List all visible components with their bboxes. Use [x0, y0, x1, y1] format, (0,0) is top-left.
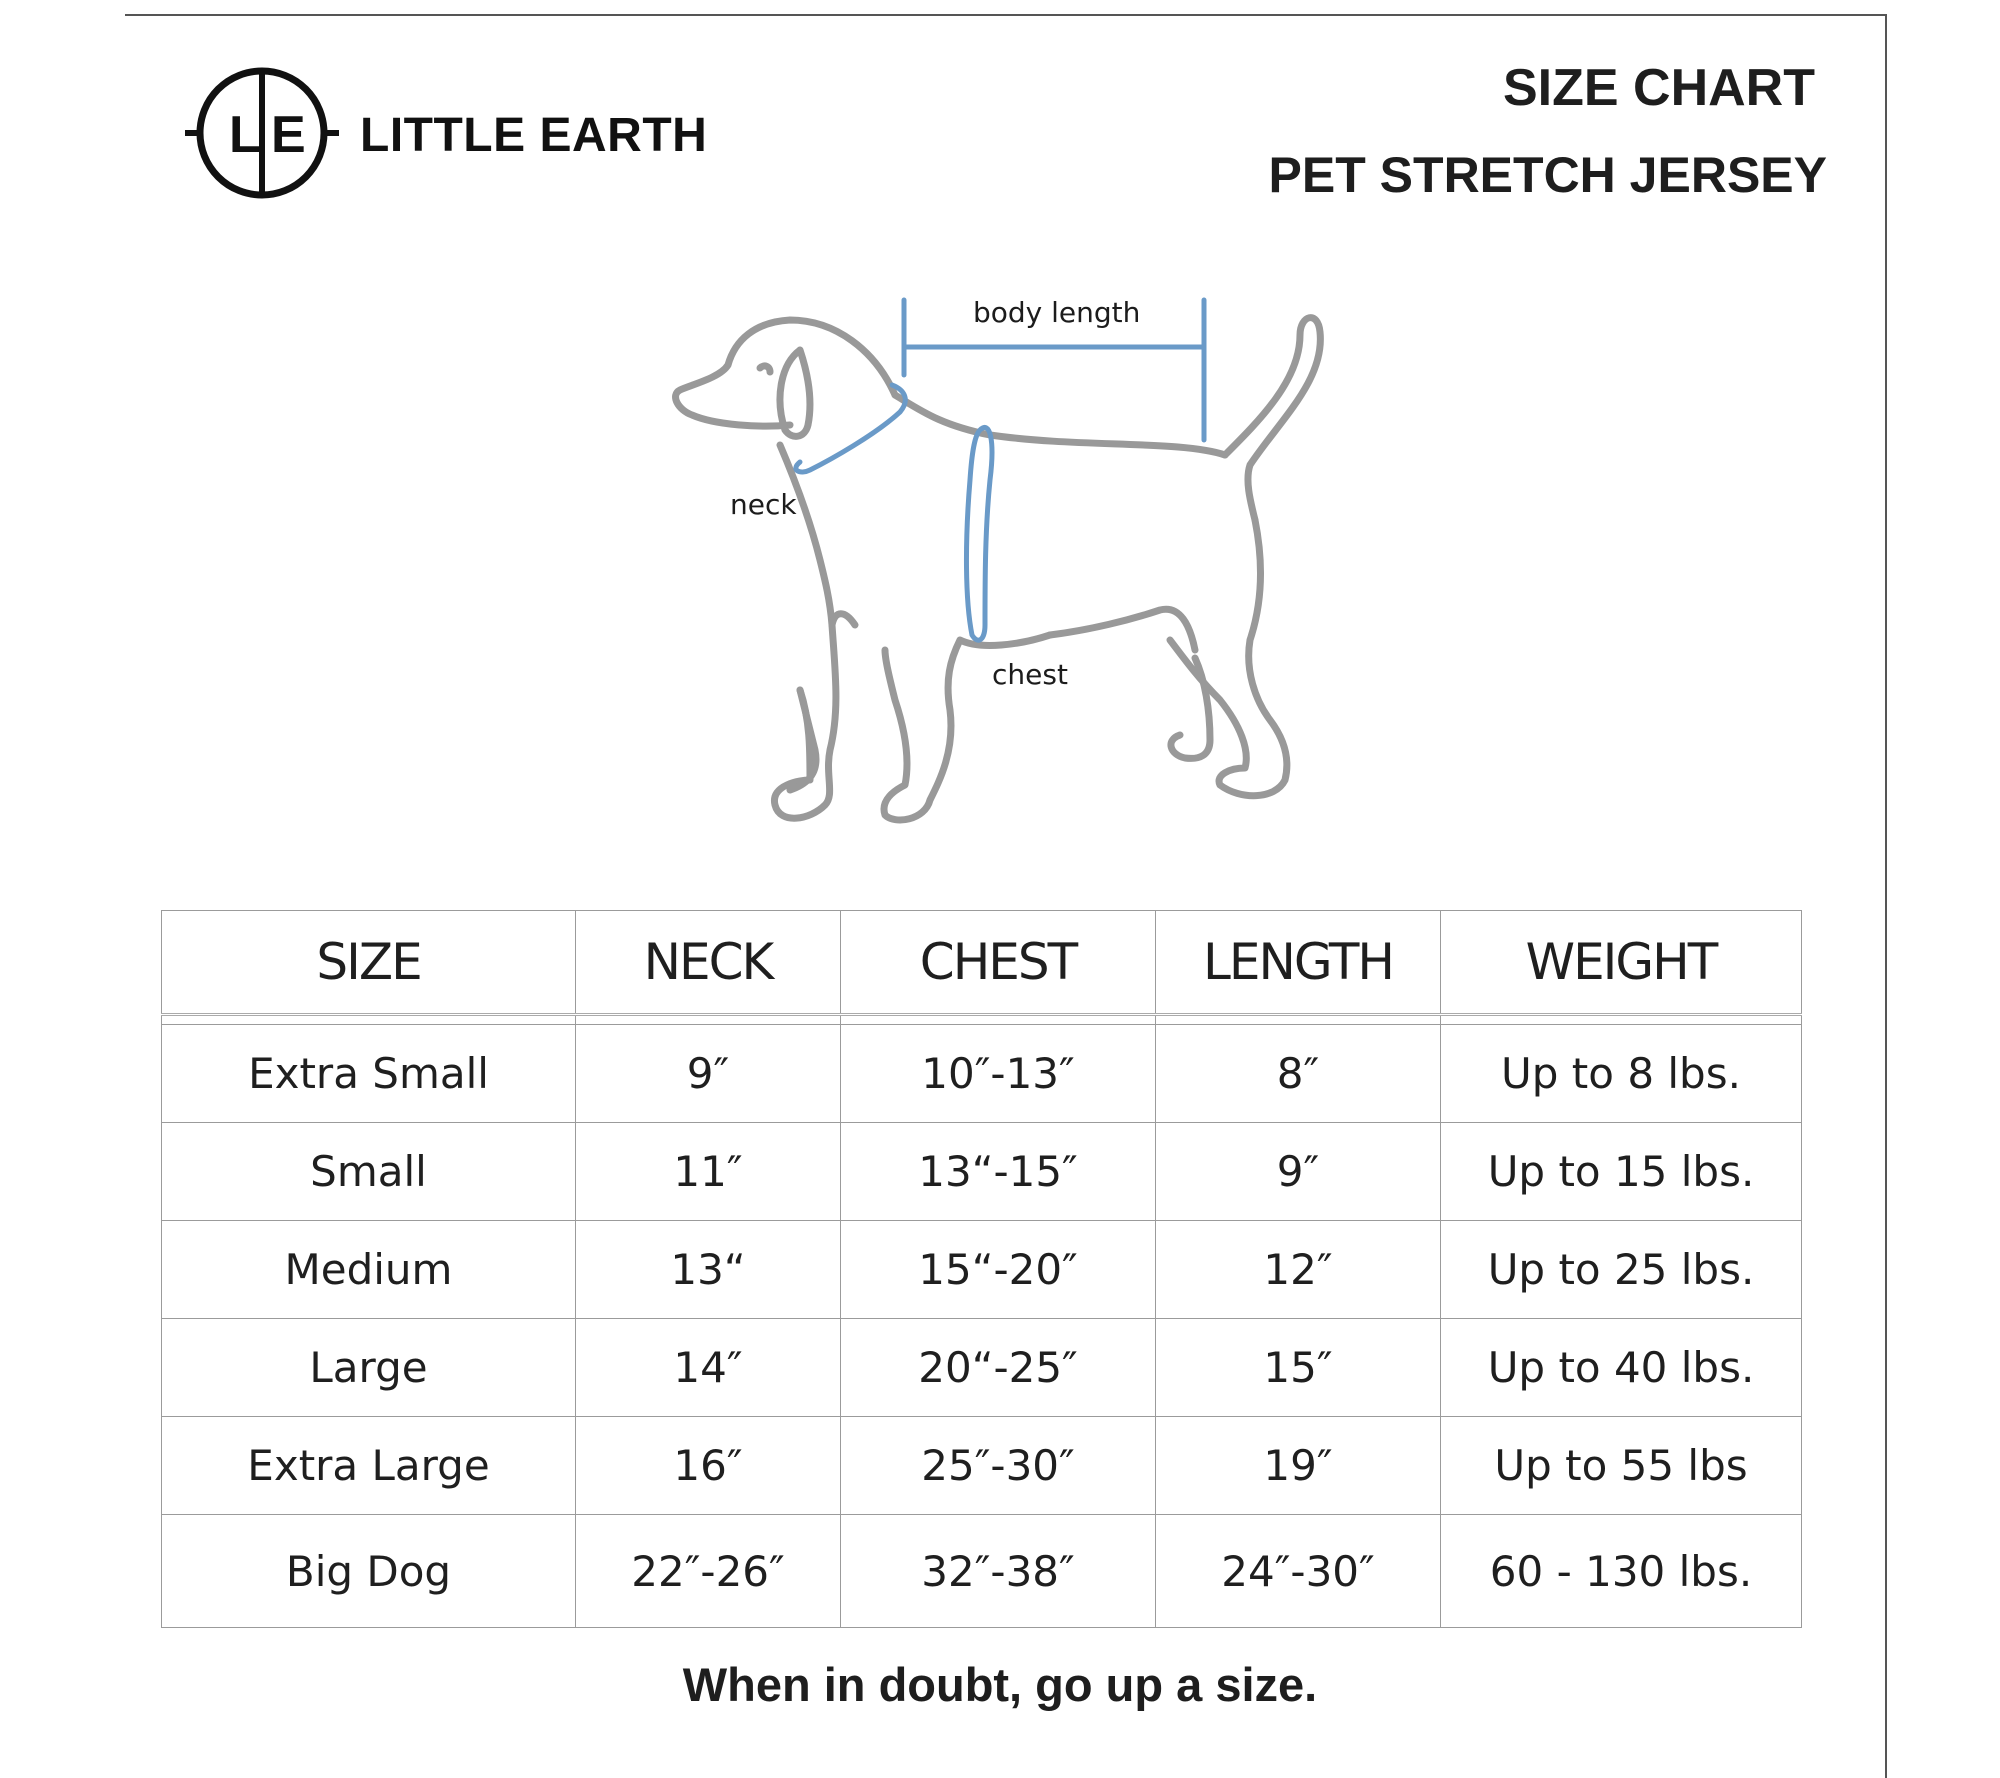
weight-cell: Up to 40 lbs.: [1441, 1319, 1802, 1417]
chest-cell: 10″-13″: [841, 1025, 1156, 1123]
neck-cell: 11″: [576, 1123, 841, 1221]
header-separator: [162, 1015, 1802, 1025]
body-length-label: body length: [973, 296, 1141, 329]
length-cell: 24″-30″: [1156, 1515, 1441, 1628]
size-cell: Extra Small: [162, 1025, 576, 1123]
table-row: [162, 1221, 1802, 1319]
column-header-length: LENGTH: [1156, 911, 1441, 1015]
column-header-chest: CHEST: [841, 911, 1156, 1015]
size-cell: Small: [162, 1123, 576, 1221]
neck-cell: 14″: [576, 1319, 841, 1417]
neck-cell: 13“: [576, 1221, 841, 1319]
dog-measurement-diagram: [660, 280, 1360, 860]
table-row: [162, 1417, 1802, 1515]
chest-cell: 15“-20″: [841, 1221, 1156, 1319]
frame-right-border: [1885, 14, 1887, 1778]
chest-cell: 25″-30″: [841, 1417, 1156, 1515]
little-earth-logo-icon: [185, 66, 360, 201]
brand-name: LITTLE EARTH: [360, 109, 708, 162]
length-cell: 9″: [1156, 1123, 1441, 1221]
table-row: [162, 1319, 1802, 1417]
svg-text:E: E: [271, 106, 306, 164]
chest-label: chest: [992, 658, 1068, 691]
dog-outline-icon: [660, 280, 1360, 860]
neck-cell: 22″-26″: [576, 1515, 841, 1628]
neck-label: neck: [730, 488, 797, 521]
brand-logo: [185, 66, 708, 201]
svg-text:L: L: [229, 106, 261, 164]
chest-cell: 20“-25″: [841, 1319, 1156, 1417]
sizing-advice: When in doubt, go up a size.: [682, 1658, 1318, 1711]
product-name: PET STRETCH JERSEY: [1268, 147, 1827, 203]
table-row: [162, 1025, 1802, 1123]
length-cell: 8″: [1156, 1025, 1441, 1123]
size-cell: Big Dog: [162, 1515, 576, 1628]
chart-title: SIZE CHART: [1503, 59, 1815, 117]
weight-cell: 60 - 130 lbs.: [1441, 1515, 1802, 1628]
column-header-size: SIZE: [162, 911, 576, 1015]
size-cell: Medium: [162, 1221, 576, 1319]
length-cell: 12″: [1156, 1221, 1441, 1319]
weight-cell: Up to 8 lbs.: [1441, 1025, 1802, 1123]
size-cell: Large: [162, 1319, 576, 1417]
weight-cell: Up to 25 lbs.: [1441, 1221, 1802, 1319]
size-table: [161, 910, 1802, 1628]
neck-cell: 16″: [576, 1417, 841, 1515]
length-cell: 19″: [1156, 1417, 1441, 1515]
weight-cell: Up to 55 lbs: [1441, 1417, 1802, 1515]
chest-cell: 13“-15″: [841, 1123, 1156, 1221]
frame-top-border: [125, 14, 1887, 16]
table-header-row: [162, 911, 1802, 1015]
length-cell: 15″: [1156, 1319, 1441, 1417]
size-cell: Extra Large: [162, 1417, 576, 1515]
table-row: [162, 1123, 1802, 1221]
column-header-weight: WEIGHT: [1441, 911, 1802, 1015]
column-header-neck: NECK: [576, 911, 841, 1015]
table-row: [162, 1515, 1802, 1628]
chest-cell: 32″-38″: [841, 1515, 1156, 1628]
weight-cell: Up to 15 lbs.: [1441, 1123, 1802, 1221]
neck-cell: 9″: [576, 1025, 841, 1123]
